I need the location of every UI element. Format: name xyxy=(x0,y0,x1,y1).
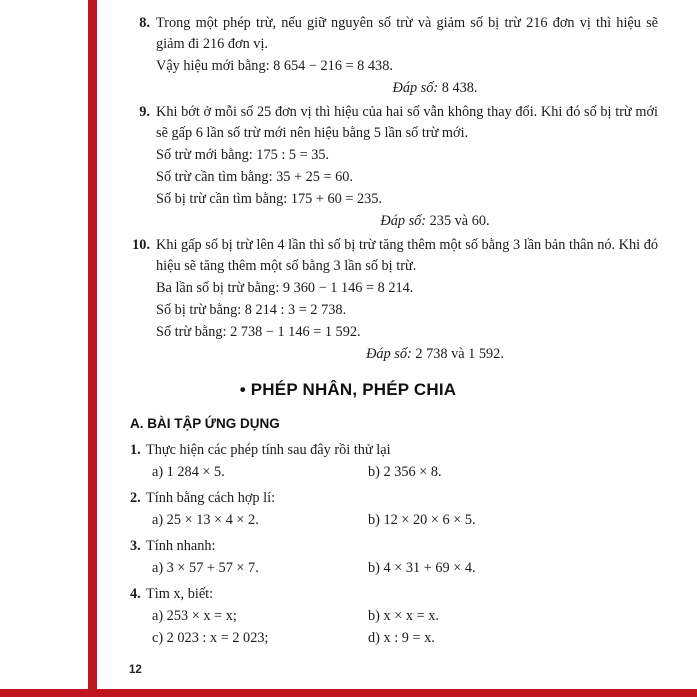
solution-step: Số bị trừ bằng: 8 214 : 3 = 2 738. xyxy=(156,302,347,318)
answer-line xyxy=(156,78,658,99)
answer-line xyxy=(156,211,658,232)
exercise-title: Tính nhanh: xyxy=(146,538,216,554)
exercise-item-2 xyxy=(130,487,658,531)
exercise-number: 3. xyxy=(130,538,141,554)
bottom-accent-bar xyxy=(0,689,697,697)
exercise-item-1 xyxy=(130,439,658,483)
solution-step: Ba lần số bị trừ bằng: 9 360 − 1 146 = 8 214. xyxy=(156,280,414,296)
solution-item-8 xyxy=(130,13,658,99)
exercise-item-3 xyxy=(130,535,658,579)
solution-text: Trong một phép trừ, nếu giữ nguyên số trừ và giảm số bị trừ 216 đơn vị thì hiệu sẽ giảm đi 216 đơn vị. xyxy=(156,15,658,52)
exercise-option-b: b) x × x = x. xyxy=(368,608,439,624)
solution-number: 9. xyxy=(139,104,150,120)
answer-value: 8 438. xyxy=(441,80,478,96)
exercise-option-b: b) 12 × 20 × 6 × 5. xyxy=(368,512,476,528)
exercise-title-row xyxy=(130,583,658,605)
solution-body-wrap xyxy=(156,102,658,232)
page-content xyxy=(130,13,658,653)
exercise-number: 2. xyxy=(130,490,141,506)
exercise-item-4 xyxy=(130,583,658,649)
answer-line xyxy=(156,344,658,365)
exercise-title: Tìm x, biết: xyxy=(146,586,214,602)
exercise-option-c: c) 2 023 : x = 2 023; xyxy=(152,630,269,646)
exercise-options-row xyxy=(130,605,658,627)
page-number: 12 xyxy=(129,664,142,676)
solution-step: Số trừ bằng: 2 738 − 1 146 = 1 592. xyxy=(156,324,361,340)
exercise-options-row xyxy=(130,557,658,579)
solution-body-wrap xyxy=(156,13,658,99)
answer-label: Đáp số: xyxy=(380,213,427,229)
left-accent-bar xyxy=(88,0,97,697)
exercise-option-a: a) 1 284 × 5. xyxy=(152,464,225,480)
solution-item-10 xyxy=(130,235,658,365)
exercise-options-row xyxy=(130,627,658,649)
solution-step: Số trừ mới bằng: 175 : 5 = 35. xyxy=(156,147,330,163)
exercise-options-row xyxy=(130,461,658,483)
solution-step: Số trừ cần tìm bằng: 35 + 25 = 60. xyxy=(156,169,354,185)
solution-body-wrap xyxy=(156,235,658,365)
answer-value: 2 738 và 1 592. xyxy=(415,346,504,362)
solution-item-9 xyxy=(130,102,658,232)
exercise-title-row xyxy=(130,439,658,461)
exercise-option-a: a) 3 × 57 + 57 × 7. xyxy=(152,560,259,576)
solution-number: 10. xyxy=(132,237,150,253)
solution-step: Vậy hiệu mới bằng: 8 654 − 216 = 8 438. xyxy=(156,58,393,74)
section-heading: • PHÉP NHÂN, PHÉP CHIA xyxy=(239,380,457,399)
solution-text: Khi gấp số bị trừ lên 4 lần thì số bị trừ tăng thêm một số bằng 3 lần bản thân nó. Khi đó hiệu sẽ tăng thêm một số bằng 3 lần số bị trừ. xyxy=(156,237,658,274)
exercise-option-b: b) 2 356 × 8. xyxy=(368,464,442,480)
exercise-number: 4. xyxy=(130,586,141,602)
exercise-option-a: a) 25 × 13 × 4 × 2. xyxy=(152,512,259,528)
answer-label: Đáp số: xyxy=(366,346,412,362)
exercise-number: 1. xyxy=(130,442,141,458)
exercise-title-row xyxy=(130,487,658,509)
exercise-option-a: a) 253 × x = x; xyxy=(152,608,237,624)
subsection-heading: A. BÀI TẬP ỨNG DỤNG xyxy=(130,416,280,431)
answer-value: 235 và 60. xyxy=(429,213,490,229)
exercise-title: Thực hiện các phép tính sau đây rồi thử lại xyxy=(146,442,391,458)
exercise-option-b: b) 4 × 31 + 69 × 4. xyxy=(368,560,476,576)
answer-label: Đáp số: xyxy=(392,80,439,96)
exercise-options-row xyxy=(130,509,658,531)
solution-number: 8. xyxy=(139,15,150,31)
exercise-title: Tính bằng cách hợp lí: xyxy=(146,490,276,506)
solution-step: Số bị trừ cần tìm bằng: 175 + 60 = 235. xyxy=(156,191,382,207)
exercise-option-d: d) x : 9 = x. xyxy=(368,630,435,646)
solution-text: Khi bớt ở mỗi số 25 đơn vị thì hiệu của hai số vẫn không thay đổi. Khi đó số bị trừ mới sẽ gấp 6 lần số trừ mới nên hiệu bằng 5 lần số trừ mới. xyxy=(156,104,658,141)
exercise-title-row xyxy=(130,535,658,557)
